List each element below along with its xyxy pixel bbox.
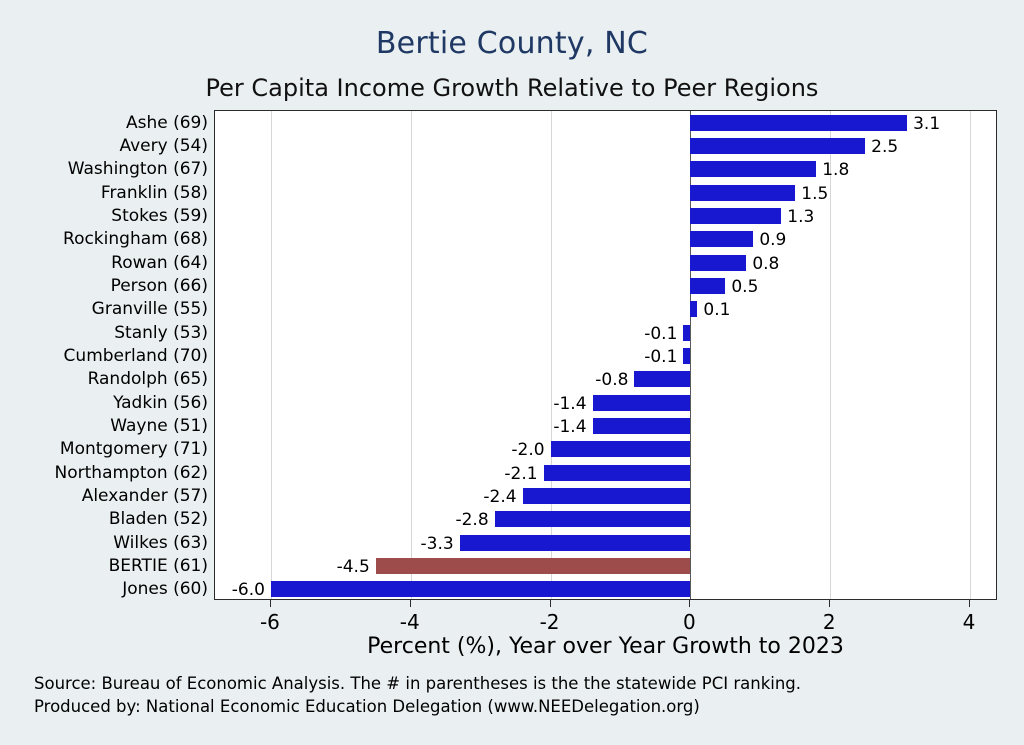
x-tick (829, 600, 830, 607)
category-label: Montgomery (71) (59, 439, 208, 460)
bar (690, 138, 865, 154)
x-tick-label: 4 (962, 610, 976, 634)
category-label: Rowan (64) (111, 252, 208, 273)
bar-value-label: 1.8 (822, 160, 850, 181)
category-label: Wayne (51) (110, 416, 208, 436)
bar-value-label: 1.3 (787, 207, 815, 227)
bar (690, 231, 753, 247)
gridline (830, 111, 831, 599)
bar-value-label: -0.8 (595, 370, 629, 391)
category-label: Washington (67) (67, 159, 208, 180)
x-tick-label: -6 (259, 610, 280, 634)
category-label: BERTIE (61) (108, 556, 208, 576)
x-tick (550, 600, 551, 607)
bar (690, 278, 725, 294)
chart-title: Bertie County, NC (375, 26, 649, 61)
bar (690, 115, 907, 131)
category-label: Yadkin (56) (113, 392, 208, 413)
category-label: Northampton (62) (54, 462, 208, 483)
category-label: Cumberland (70) (63, 346, 208, 366)
category-label: Stanly (53) (114, 322, 208, 343)
bar-value-label: -2.0 (511, 440, 545, 461)
x-tick (270, 600, 271, 607)
bar-value-label: -6.0 (231, 580, 265, 601)
bar-value-label: -2.4 (483, 487, 517, 507)
bar-value-label: -1.4 (553, 417, 587, 437)
bar-value-label: 2.5 (871, 137, 899, 157)
bar (690, 301, 697, 317)
bar (593, 418, 691, 434)
x-tick-label: -2 (539, 610, 560, 634)
bar-value-label: 1.5 (801, 183, 829, 204)
bar-value-label: 0.8 (752, 253, 780, 274)
bar (683, 325, 690, 341)
bar (544, 465, 691, 481)
bar-value-label: 0.1 (703, 300, 731, 321)
category-label: Jones (60) (122, 579, 208, 600)
category-label: Alexander (57) (81, 486, 208, 506)
bar (495, 511, 691, 527)
category-label: Bladen (52) (108, 509, 208, 530)
bar-value-label: 0.9 (759, 230, 787, 251)
bar (593, 395, 691, 411)
x-axis-title: Percent (%), Year over Year Growth to 2023 (367, 634, 844, 659)
category-label: Person (66) (110, 276, 208, 296)
bar (634, 371, 690, 387)
bar (683, 348, 690, 364)
bar-value-label: 0.5 (731, 277, 759, 297)
bar (690, 255, 746, 271)
x-tick-label: 0 (683, 610, 696, 634)
gridline (970, 111, 971, 599)
category-label: Granville (55) (91, 299, 208, 320)
bar (460, 535, 691, 551)
x-tick (969, 600, 970, 607)
plot-area (214, 110, 997, 600)
bar-value-label: -0.1 (644, 323, 678, 344)
bar-value-label: -0.1 (644, 347, 678, 367)
source-note: Source: Bureau of Economic Analysis. The # in parentheses is the the statewide PCI ranking. (34, 674, 802, 693)
bar (690, 185, 795, 201)
category-label: Avery (54) (119, 136, 208, 156)
producer-note: Produced by: National Economic Education Delegation (www.NEEDelegation.org) (34, 697, 700, 716)
bar (271, 581, 690, 597)
bar-value-label: 3.1 (913, 113, 941, 134)
category-label: Stokes (59) (111, 206, 208, 226)
bar-value-label: -3.3 (420, 533, 454, 554)
x-tick (410, 600, 411, 607)
bar (690, 208, 781, 224)
category-axis-labels (0, 110, 208, 600)
bar (551, 441, 691, 457)
category-label: Rockingham (68) (63, 229, 208, 250)
category-label: Wilkes (63) (113, 532, 208, 553)
bar-value-label: -1.4 (553, 393, 587, 414)
x-tick-label: 2 (822, 610, 836, 634)
bar-value-label: -2.8 (455, 510, 489, 531)
bar (690, 161, 816, 177)
category-label: Randolph (65) (87, 369, 208, 390)
plot-inner (215, 111, 996, 599)
bar-value-label: -4.5 (336, 557, 370, 577)
chart-subtitle: Per Capita Income Growth Relative to Peer Regions (205, 74, 819, 102)
x-tick (689, 600, 690, 607)
bar-value-label: -2.1 (504, 463, 538, 484)
bar (523, 488, 691, 504)
category-label: Ashe (69) (125, 112, 208, 133)
category-label: Franklin (58) (100, 182, 208, 203)
bar (376, 558, 691, 574)
x-tick-label: -4 (399, 610, 420, 634)
